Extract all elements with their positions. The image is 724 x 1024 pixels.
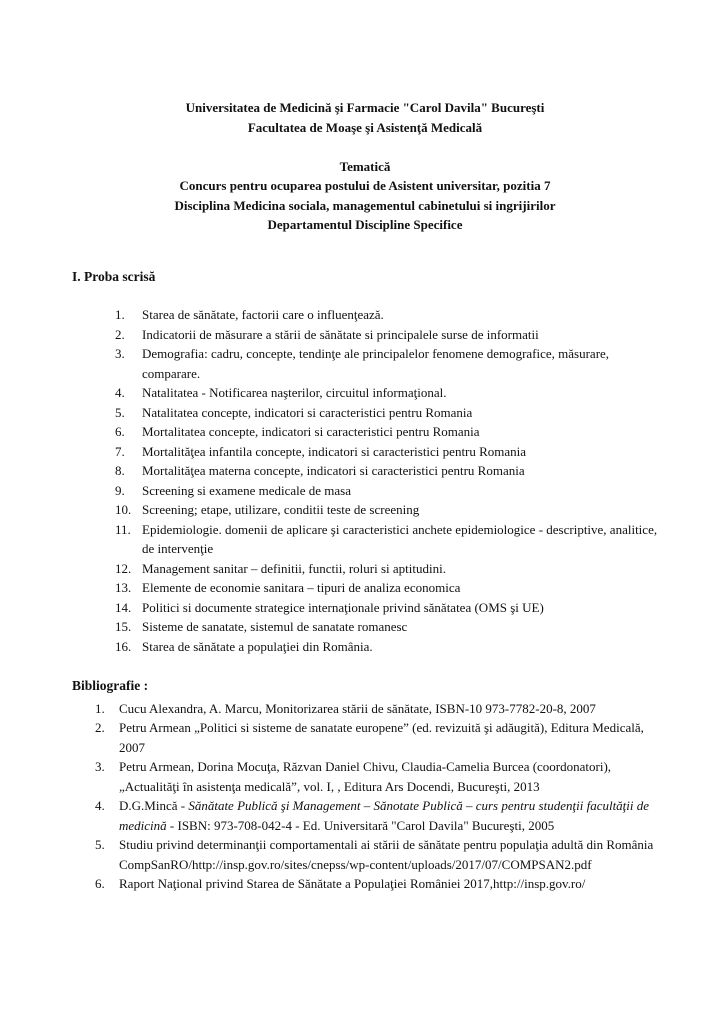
department-line: Departamentul Discipline Specifice — [267, 217, 463, 232]
section-title-proba-scrisa: I. Proba scrisă — [72, 268, 156, 284]
topic-item: Mortalităţea materna concepte, indicatori si caracteristici pentru Romania — [142, 463, 525, 478]
bibliography-item — [95, 796, 658, 835]
bibliography-item: Studiu privind determinanţii comportamentali ai stării de sănătate pentru populaţia adultă din România CompSanRO/http://insp.gov.ro/sites/cnepss/wp-content/uploads/2017/07/COMPSAN2.pdf — [119, 837, 654, 872]
topic-item: Indicatorii de măsurare a stării de sănătate si principalele surse de informatii — [142, 326, 539, 342]
topic-item: Natalitatea - Notificarea naşterilor, circuitul informaţional. — [142, 385, 447, 400]
topics-list — [115, 305, 658, 656]
bibliography-item: Petru Armean „Politici si sisteme de sanatate europene” (ed. revizuită şi adăugită), Editura Medicală, 2007 — [119, 720, 644, 755]
topic-item: Mortalitatea concepte, indicatori si caracteristici pentru Romania — [142, 424, 480, 439]
university-title: Universitatea de Medicină şi Farmacie "Carol Davila" Bucureşti — [185, 100, 545, 115]
doc-title: Tematică — [339, 158, 391, 174]
topic-item: Demografia: cadru, concepte, tendinţe ale principalelor fenomene demografice, măsurare, comparare. — [142, 346, 610, 381]
topic-item: Mortalităţea infantila concepte, indicatori si caracteristici pentru Romania — [142, 443, 527, 459]
section-title-bibliografie: Bibliografie : — [72, 678, 149, 693]
faculty-title: Facultatea de Moaşe şi Asistenţă Medicală — [247, 119, 483, 135]
bibliography-item-text: - ISBN: 973-708-042-4 - Ed. Universitară "Carol Davila" Bucureşti, 2005 — [166, 817, 555, 833]
bibliography-item: Raport Naţional privind Starea de Sănătate a Populaţiei României 2017,http://insp.gov.ro/ — [119, 876, 586, 891]
topic-item: Elemente de economie sanitara – tipuri de analiza economica — [142, 580, 461, 595]
contest-line: Concurs pentru ocuparea postului de Asistent universitar, pozitia 7 — [179, 178, 551, 193]
topic-item: Politici si documente strategice internaţionale privind sănătatea (OMS şi UE) — [142, 599, 544, 615]
bibliography-item: Cucu Alexandra, A. Marcu, Monitorizarea stării de sănătate, ISBN-10 973-7782-20-8, 2007 — [119, 700, 596, 716]
topic-item: Natalitatea concepte, indicatori si caracteristici pentru Romania — [142, 404, 473, 420]
topic-item: Screening si examene medicale de masa — [142, 482, 351, 498]
bibliography-item-book-title: Sănătate Publică şi Management – Sănotate Publică – curs pentru studenţii facultăţii de medicină — [119, 798, 650, 833]
topic-item: Sisteme de sanatate, sistemul de sanatate romanesc — [142, 619, 408, 634]
bibliography-item: Petru Armean, Dorina Mocuţa, Răzvan Daniel Chivu, Claudia-Camelia Burcea (coordonatori), „Actualităţi în asistenţa medicală”, vol. I, , Editura Ars Docendi, Bucureşti, 2013 — [119, 759, 612, 794]
topic-item: Management sanitar – definitii, functii, roluri si aptitudini. — [142, 560, 446, 576]
bibliography-list — [95, 699, 658, 894]
topic-item: Epidemiologie. domenii de aplicare şi caracteristici anchete epidemiologice - descriptive, analitice, de intervenţie — [142, 521, 658, 556]
topic-item: Starea de sănătate, factorii care o influenţează. — [142, 307, 384, 322]
discipline-line: Disciplina Medicina sociala, managementul cabinetului si ingrijirilor — [174, 197, 556, 213]
document-header — [72, 98, 658, 235]
topic-item: Screening; etape, utilizare, conditii teste de screening — [142, 502, 420, 517]
topic-item: Starea de sănătate a populaţiei din România. — [142, 638, 373, 654]
bibliography-item-text: D.G.Mincă - — [119, 798, 189, 813]
